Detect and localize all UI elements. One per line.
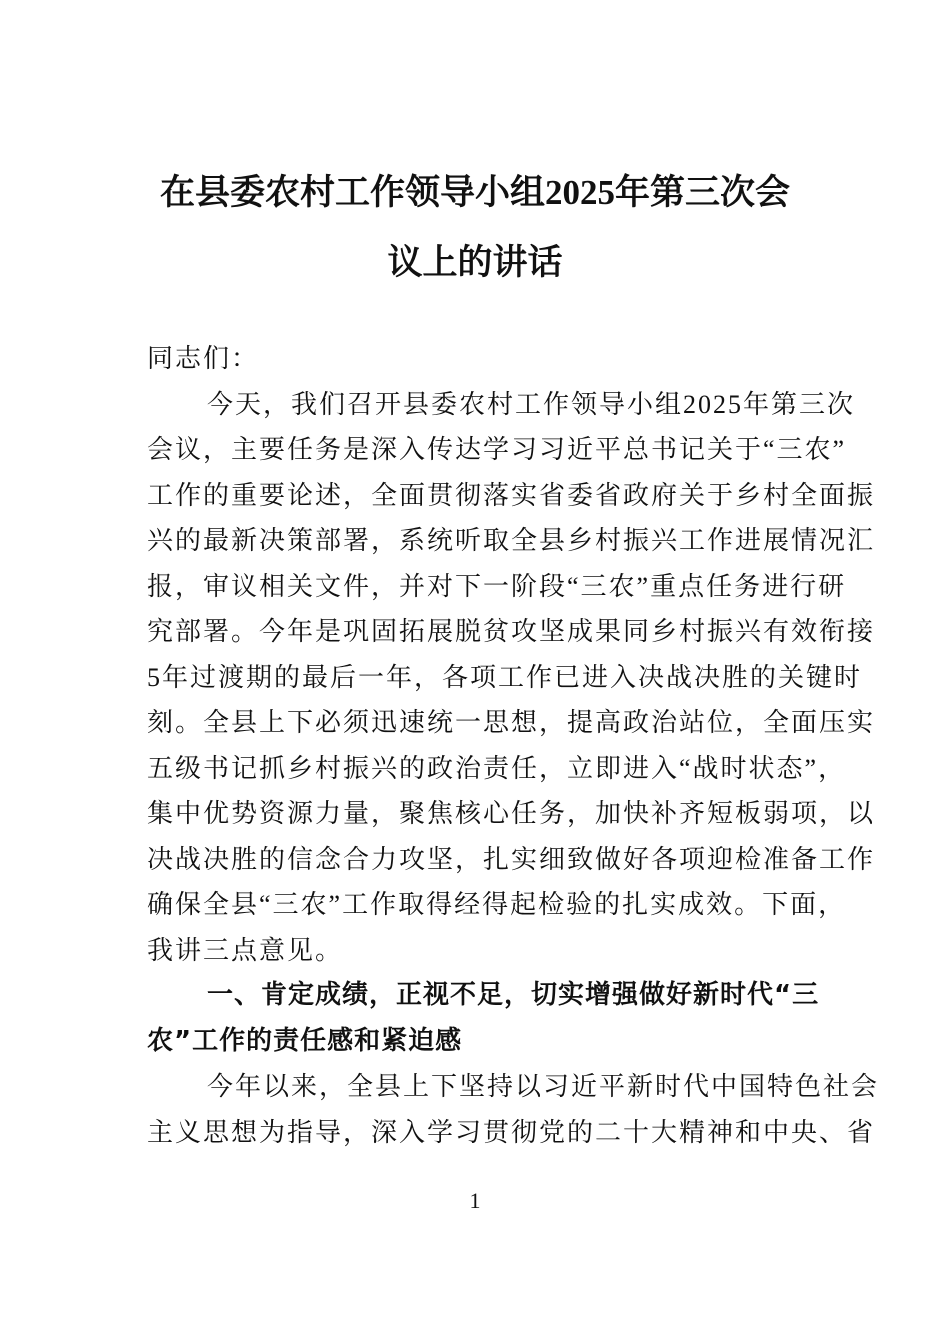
paragraph-line: 五级书记抓乡村振兴的政治责任，立即进入“战时状态”， (147, 753, 847, 783)
paragraph-line: 工作的重要论述，全面贯彻落实省委省政府关于乡村全面振 (147, 480, 876, 510)
page-number: 1 (469, 1188, 481, 1213)
section-heading-line: 农”工作的责任感和紧迫感 (147, 1025, 463, 1056)
paragraph-line: 刻。全县上下必须迅速统一思想，提高政治站位，全面压实 (147, 708, 876, 737)
paragraph-line: 兴的最新决策部署，系统听取全县乡村振兴工作进展情况汇 (147, 526, 876, 555)
document-body (147, 336, 880, 1155)
paragraph-line: 会议，主要任务是深入传达学习习近平总书记关于“三农” (147, 435, 847, 464)
paragraph-line: 决战决胜的信念合力攻坚，扎实细致做好各项迎检准备工作 (147, 844, 876, 874)
paragraph-line: 集中优势资源力量，聚焦核心任务，加快补齐短板弱项，以 (147, 799, 876, 828)
paragraph-line: 我讲三点意见。 (147, 935, 344, 965)
paragraph-line: 今天，我们召开县委农村工作领导小组2025年第三次 (207, 389, 856, 419)
paragraph-line: 今年以来，全县上下坚持以习近平新时代中国特色社会 (207, 1072, 880, 1101)
paragraph-line: 主义思想为指导，深入学习贯彻党的二十大精神和中央、省 (147, 1117, 876, 1147)
paragraph-line: 究部署。今年是巩固拓展脱贫攻坚成果同乡村振兴有效衔接 (147, 617, 876, 646)
paragraph-line: 报，审议相关文件，并对下一阶段“三农”重点任务进行研 (147, 571, 847, 601)
document-title-line-2: 议上的讲话 (387, 243, 563, 282)
section-heading-line: 一、肯定成绩，正视不足，切实增强做好新时代“三 (207, 980, 820, 1010)
salutation: 同志们： (147, 344, 260, 373)
document-title-line-1: 在县委农村工作领导小组2025年第三次会 (159, 173, 790, 212)
paragraph-line: 5年过渡期的最后一年，各项工作已进入决战决胜的关键时 (147, 662, 863, 692)
paragraph-line: 确保全县“三农”工作取得经得起检验的扎实成效。下面， (147, 890, 847, 919)
